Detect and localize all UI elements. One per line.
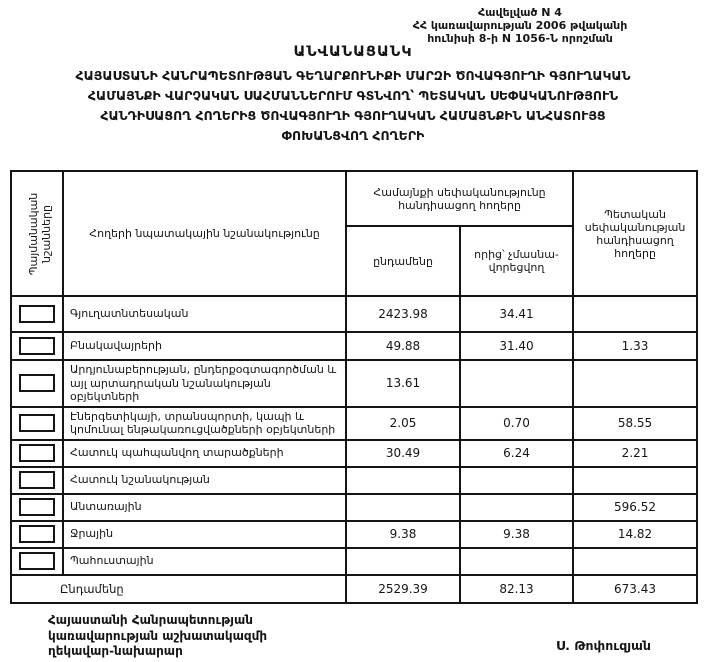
decree-number-line: հունիսի 8-ի N 1056-Ն որոշման [427,32,613,45]
appendix-line: Հավելված N 4 [478,6,562,19]
row-label: Էներգետիկայի, տրանսպորտի, կապի և կոմունալ ենթակառուցվածքների օբյեկտների [63,407,346,440]
row-total-value: 2423.98 [346,296,460,332]
row-total-value: 30.49 [346,440,460,467]
symbol-cell [11,521,63,548]
subtitle-line-3: ՀԱՆԴԻՍԱՑՈՂ ՀՈՂԵՐԻՑ ԾՈՎԱԳՅՈՒՂԻ ԳՅՈՒՂԱԿԱՆ ՀԱՄԱՅՆՔԻՆ ԱՆՀԱՏՈՒՅՑ [100,108,606,123]
row-state-value [573,296,697,332]
row-state-value [573,548,697,575]
page-subtitle [14,66,692,146]
row-state-value: 58.55 [573,407,697,440]
table-row-special-purpose [11,467,697,494]
legend-swatch-box [19,414,55,432]
table-header-row-group [11,171,697,226]
row-total-value [346,494,460,521]
header-state: Պետական սեփականության հանդիսացող հողերը [573,171,697,296]
total-row-state-value: 673.43 [573,575,697,603]
legend-swatch-box [19,337,55,355]
row-total-value: 13.61 [346,360,460,407]
legend-swatch-box [19,305,55,323]
table-row-settlements [11,332,697,360]
land-allocation-table [10,170,698,604]
row-label: Արդյունաբերության, ընդերքօգտագործման և այլ արտադրական նշանակության օբյեկտների [63,360,346,407]
legend-swatch-box [19,444,55,462]
symbol-cell [11,407,63,440]
subtitle-line-2: ՀԱՄԱՅՆՔԻ ՎԱՐՉԱԿԱՆ ՍԱՀՄԱՆՆԵՐՈՒՄ ԳՏՆՎՈՂ՝ ՊԵՏԱԿԱՆ ՍԵՓԱԿԱՆՈՒԹՅՈՒՆ [87,88,619,103]
row-label: Պահուստային [63,548,346,575]
legend-swatch-box [19,552,55,570]
signatory-title-line-3: ղեկավար-նախարար [48,644,183,658]
row-total-value: 2.05 [346,407,460,440]
header-symbols [11,171,63,296]
row-non-privatized-value: 6.24 [460,440,573,467]
row-total-value [346,548,460,575]
symbol-cell [11,296,63,332]
table-total-row [11,575,697,603]
signatory-title-line-2: կառավարության աշխատակազմի [48,628,268,643]
total-row-total-value: 2529.39 [346,575,460,603]
legend-swatch-box [19,471,55,489]
table-row-protected-areas [11,440,697,467]
row-non-privatized-value [460,360,573,407]
header-symbols-label: Պայմանական նշանները [27,192,53,275]
total-row-label: Ընդամենը [11,575,346,603]
row-state-value [573,360,697,407]
row-state-value [573,467,697,494]
subtitle-line-1: ՀԱՅԱՍՏԱՆԻ ՀԱՆՐԱՊԵՏՈՒԹՅԱՆ ԳԵՂԱՐՔՈՒՆԻՔԻ ՄԱՐԶԻ ԾՈՎԱԳՅՈՒՂԻ ԳՅՈՒՂԱԿԱՆ [75,68,631,83]
symbol-cell [11,494,63,521]
table-row-energy-transport [11,407,697,440]
row-non-privatized-value: 34.41 [460,296,573,332]
table-row-agricultural [11,296,697,332]
row-total-value [346,467,460,494]
row-state-value: 14.82 [573,521,697,548]
header-sub-total: ընդամենը [346,226,460,296]
table-row-reserve [11,548,697,575]
legend-swatch-box [19,525,55,543]
table-row-forest [11,494,697,521]
row-label: Անտառային [63,494,346,521]
signatory-title-line-1: Հայաստանի Հանրապետության [48,613,253,627]
page-title: ԱՆՎԱՆԱՑԱՆԿ [293,44,413,60]
row-label: Բնակավայրերի [63,332,346,360]
signatory-name: Ս. Թոփուզյան [556,638,651,653]
legend-swatch-box [19,498,55,516]
row-label: Հատուկ պահպանվող տարածքների [63,440,346,467]
row-non-privatized-value [460,548,573,575]
symbol-cell [11,467,63,494]
row-label: Հատուկ նշանակության [63,467,346,494]
row-non-privatized-value: 9.38 [460,521,573,548]
row-state-value: 596.52 [573,494,697,521]
row-non-privatized-value [460,494,573,521]
total-row-non-privatized-value: 82.13 [460,575,573,603]
row-label: Ջրային [63,521,346,548]
symbol-cell [11,548,63,575]
legend-swatch-box [19,374,55,392]
header-community-group: Համայնքի սեփականությունը հանդիսացող հողերը [346,171,573,226]
row-state-value: 1.33 [573,332,697,360]
header-purpose: Հողերի նպատակային նշանակությունը [63,171,346,296]
symbol-cell [11,332,63,360]
signatory-title-block [48,613,267,660]
decree-year-line: ՀՀ կառավարության 2006 թվականի [412,19,628,32]
table-row-industrial [11,360,697,407]
symbol-cell [11,440,63,467]
row-total-value: 49.88 [346,332,460,360]
row-state-value: 2.21 [573,440,697,467]
symbol-cell [11,360,63,407]
row-non-privatized-value: 0.70 [460,407,573,440]
row-non-privatized-value [460,467,573,494]
row-total-value: 9.38 [346,521,460,548]
subtitle-line-4: ՓՈԽԱՆՑՎՈՂ ՀՈՂԵՐԻ [281,128,425,143]
row-label: Գյուղատնտեսական [63,296,346,332]
header-sub-non-privatized: որից՝ չմասնա-վորեցվող [460,226,573,296]
table-row-water [11,521,697,548]
row-non-privatized-value: 31.40 [460,332,573,360]
appendix-reference [340,6,700,45]
